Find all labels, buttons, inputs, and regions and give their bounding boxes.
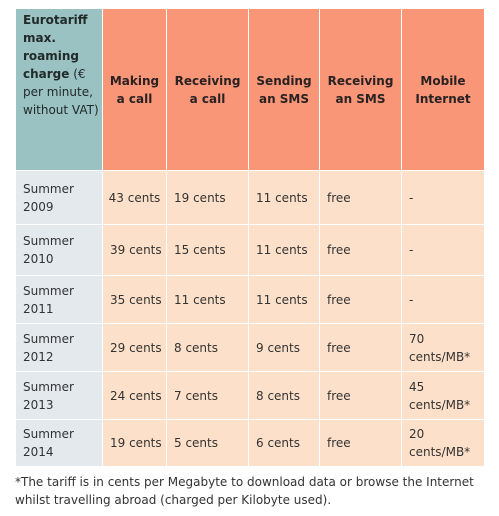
receiving-sms-cell: free xyxy=(320,171,402,225)
sending-sms-cell: 8 cents xyxy=(249,372,320,420)
sending-sms-cell: 11 cents xyxy=(249,171,320,225)
header-row xyxy=(16,9,485,171)
sending-sms-cell: 11 cents xyxy=(249,225,320,276)
mobile-internet-cell: - xyxy=(402,171,485,225)
period-cell: Summer 2011 xyxy=(16,276,103,324)
period-cell: Summer 2009 xyxy=(16,171,103,225)
receiving-sms-cell: free xyxy=(320,372,402,420)
header-charge-unit: (€ per minute, without VAT) xyxy=(23,67,99,117)
mobile-internet-cell: 45 cents/MB* xyxy=(402,372,485,420)
sending-sms-cell: 6 cents xyxy=(249,420,320,467)
header-mobile-internet: Mobile Internet xyxy=(402,9,485,171)
making-call-cell: 35 cents xyxy=(103,276,167,324)
making-call-cell: 24 cents xyxy=(103,372,167,420)
mobile-internet-cell: - xyxy=(402,225,485,276)
header-cell-charge xyxy=(16,9,103,171)
making-call-cell: 19 cents xyxy=(103,420,167,467)
receiving-call-cell: 8 cents xyxy=(167,324,249,372)
receiving-sms-cell: free xyxy=(320,420,402,467)
table-row xyxy=(16,225,485,276)
table-row xyxy=(16,171,485,225)
receiving-sms-cell: free xyxy=(320,276,402,324)
mobile-internet-cell: 20 cents/MB* xyxy=(402,420,485,467)
header-charge-title: Eurotariff max. roaming charge xyxy=(23,13,88,81)
tariff-table xyxy=(15,8,485,467)
receiving-call-cell: 5 cents xyxy=(167,420,249,467)
footnote: *The tariff is in cents per Megabyte to download data or browse the Internet whilst travelling abroad (charged per Kilobyte used). xyxy=(15,475,474,507)
making-call-cell: 29 cents xyxy=(103,324,167,372)
table-row xyxy=(16,372,485,420)
sending-sms-cell: 9 cents xyxy=(249,324,320,372)
receiving-call-cell: 15 cents xyxy=(167,225,249,276)
header-making-call: Making a call xyxy=(103,9,167,171)
receiving-sms-cell: free xyxy=(320,324,402,372)
table-row xyxy=(16,420,485,467)
table-row xyxy=(16,276,485,324)
header-sending-sms: Sending an SMS xyxy=(249,9,320,171)
making-call-cell: 39 cents xyxy=(103,225,167,276)
period-cell: Summer 2010 xyxy=(16,225,103,276)
receiving-call-cell: 7 cents xyxy=(167,372,249,420)
period-cell: Summer 2013 xyxy=(16,372,103,420)
period-cell: Summer 2012 xyxy=(16,324,103,372)
header-receiving-call: Receiving a call xyxy=(167,9,249,171)
table-row xyxy=(16,324,485,372)
period-cell: Summer 2014 xyxy=(16,420,103,467)
making-call-cell: 43 cents xyxy=(103,171,167,225)
sending-sms-cell: 11 cents xyxy=(249,276,320,324)
receiving-call-cell: 19 cents xyxy=(167,171,249,225)
mobile-internet-cell: 70 cents/MB* xyxy=(402,324,485,372)
mobile-internet-cell: - xyxy=(402,276,485,324)
receiving-sms-cell: free xyxy=(320,225,402,276)
receiving-call-cell: 11 cents xyxy=(167,276,249,324)
header-receiving-sms: Receiving an SMS xyxy=(320,9,402,171)
